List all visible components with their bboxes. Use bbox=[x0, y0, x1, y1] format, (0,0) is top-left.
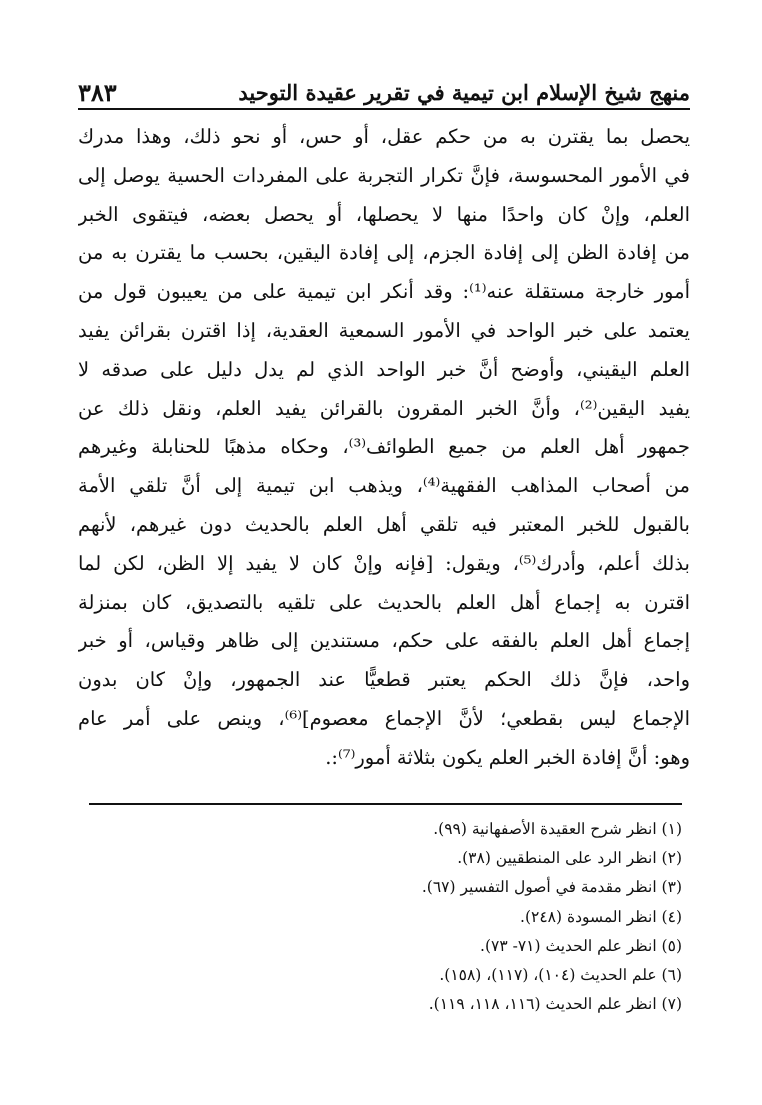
text-line: وهو: أنَّ إفادة الخبر العلم يكون بثلاثة أمور⁽⁷⁾:. bbox=[325, 745, 690, 769]
page-number: ٣٨٣ bbox=[78, 78, 117, 107]
footnote: (٢) انظر الرد على المنطقيين (٣٨). bbox=[457, 849, 682, 868]
page-header bbox=[78, 78, 690, 110]
main-text bbox=[78, 118, 690, 778]
footnote-separator bbox=[89, 803, 682, 805]
footnote: (٧) انظر علم الحديث (١١٦، ١١٨، ١١٩). bbox=[428, 995, 682, 1014]
footnote: (٥) انظر علم الحديث (٧١- ٧٣). bbox=[480, 936, 682, 955]
footnote: (١) انظر شرح العقيدة الأصفهانية (٩٩). bbox=[433, 820, 682, 838]
footnotes bbox=[82, 815, 682, 1019]
text-line: يفيد اليقين⁽²⁾، وأنَّ الخبر المقرون بالقرائن يفيد العلم، ونقل ذلك عن bbox=[78, 396, 690, 420]
text-line: يعتمد على خبر الواحد في الأمور السمعية العقدية، إذا اقترن بقرائن يفيد bbox=[78, 318, 690, 342]
footnote: (٤) انظر المسودة (٢٤٨). bbox=[520, 907, 682, 926]
text-line: في الأمور المحسوسة، فإنَّ تكرار التجربة على المفردات الحسية يوصل إلى bbox=[78, 163, 690, 187]
text-line: بالقبول للخبر المعتبر فيه تلقي أهل العلم بالحديث دون غيرهم، لأنهم bbox=[78, 512, 690, 536]
footnote: (٦) علم الحديث (١٠٤)، (١١٧)، (١٥٨). bbox=[439, 965, 682, 984]
text-line: من إفادة الظن إلى إفادة الجزم، إلى إفادة اليقين، بحسب ما يقترن به من bbox=[78, 241, 690, 265]
text-line: يحصل بما يقترن به من حكم عقل، أو حس، أو نحو ذلك، وهذا مدرك bbox=[78, 125, 690, 148]
text-line: الإجماع ليس بقطعي؛ لأنَّ الإجماع معصوم]⁽⁶⁾، وينص على أمر عام bbox=[78, 706, 690, 730]
text-line: أمور خارجة مستقلة عنه⁽¹⁾: وقد أنكر ابن تيمية على من يعيبون قول من bbox=[78, 280, 690, 304]
text-line: اقترن به إجماع أهل العلم بالحديث على تلقيه بالتصديق، كان بمنزلة bbox=[78, 590, 690, 614]
text-line: واحد، فإنَّ ذلك الحكم يعتبر قطعيًّا عند الجمهور، وإنْ كان بدون bbox=[78, 668, 690, 692]
text-line: العلم اليقيني، وأوضح أنَّ خبر الواحد الذي لم يدل دليل على صدقه لا bbox=[78, 357, 690, 381]
text-line: بذلك أعلم، وأدرك⁽⁵⁾، ويقول: [فإنه وإنْ كان لا يفيد إلا الظن، لكن لما bbox=[78, 551, 690, 575]
footnote: (٣) انظر مقدمة في أصول التفسير (٦٧). bbox=[421, 878, 682, 897]
text-line: إجماع أهل العلم بالفقه على حكم، مستندين إلى ظاهر وقياس، أو خبر bbox=[78, 629, 690, 653]
text-line: العلم، وإنْ كان واحدًا منها لا يحصلها، أو يحصل بعضه، فيتقوى الخبر bbox=[78, 202, 690, 226]
text-line: من أصحاب المذاهب الفقهية⁽⁴⁾، ويذهب ابن تيمية إلى أنَّ تلقي الأمة bbox=[78, 474, 690, 498]
running-title: منهج شيخ الإسلام ابن تيمية في تقرير عقيدة التوحيد bbox=[238, 80, 690, 105]
text-line: جمهور أهل العلم من جميع الطوائف⁽³⁾، وحكاه مذهبًا للحنابلة وغيرهم bbox=[78, 435, 690, 459]
